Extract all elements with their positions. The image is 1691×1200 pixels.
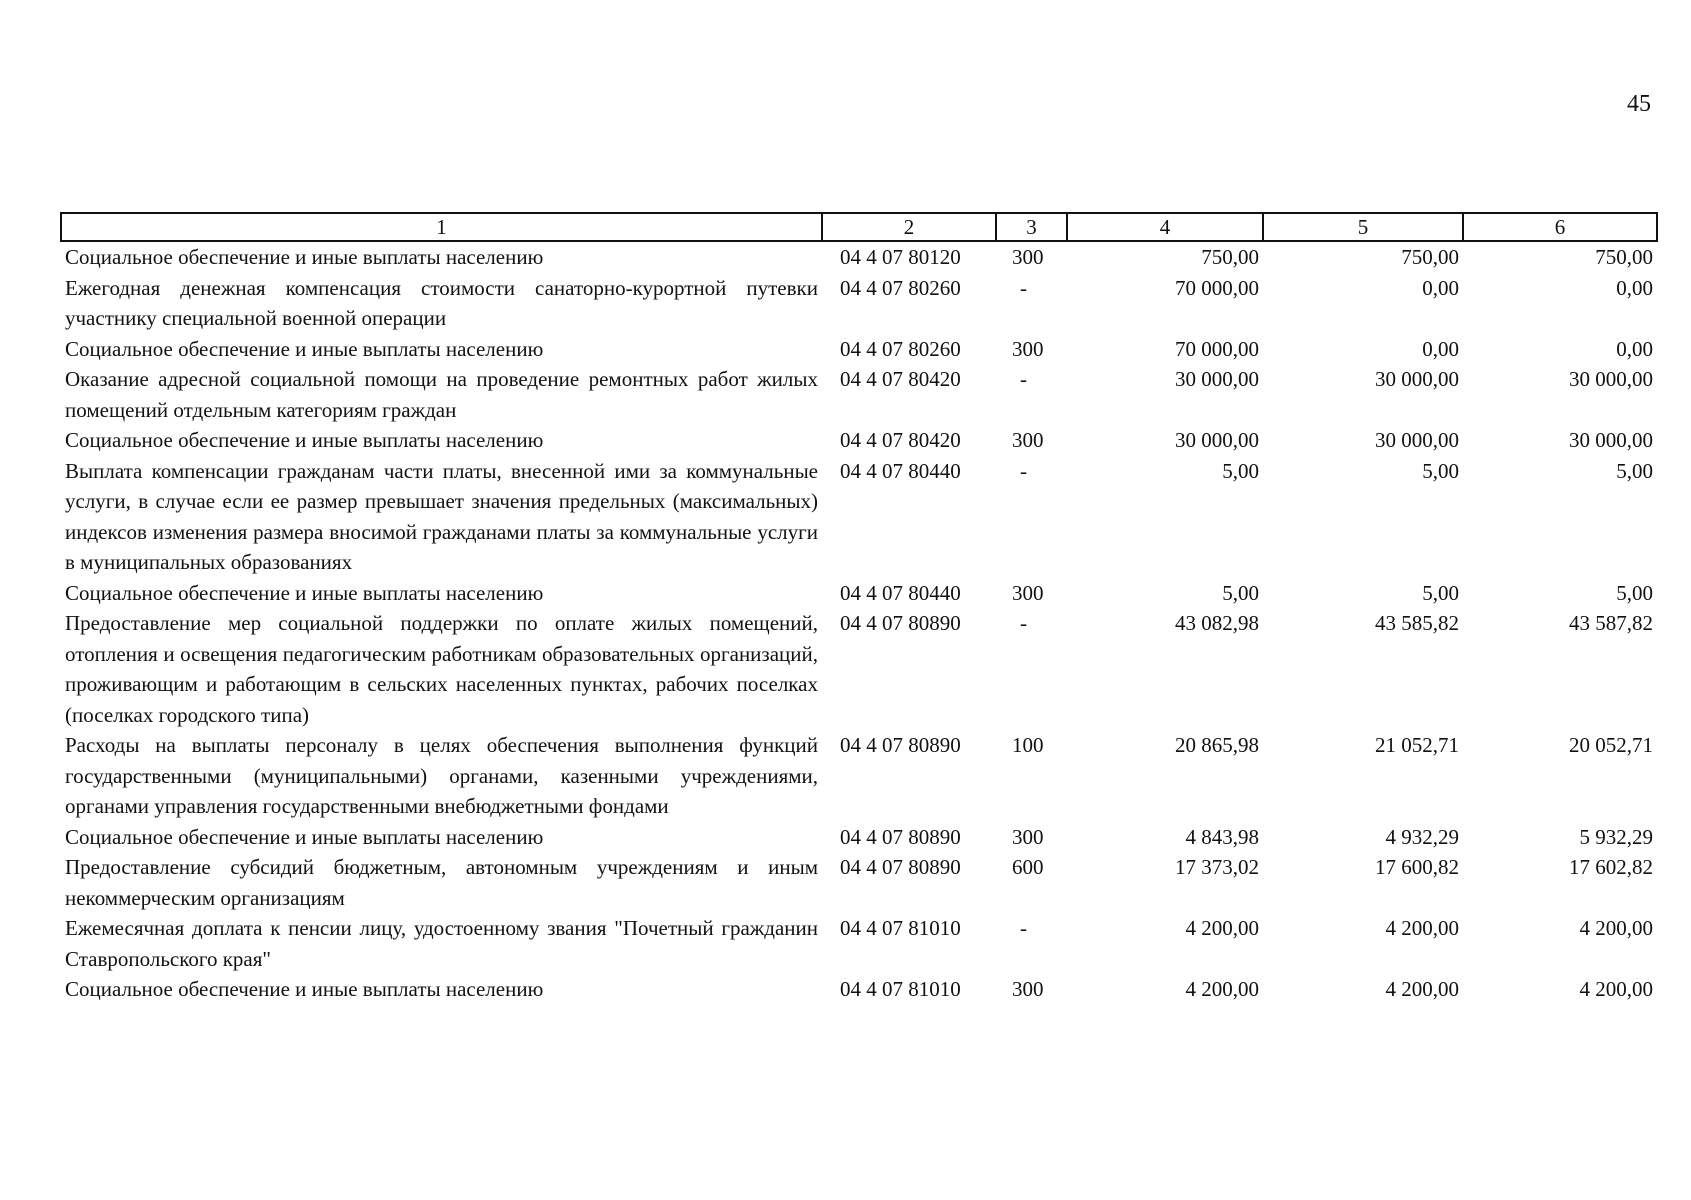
row-code: 04 4 07 80420 — [840, 428, 961, 452]
row-value-5: 21 052,71 — [1375, 733, 1459, 757]
row-code: 04 4 07 81010 — [840, 977, 961, 1001]
row-code: 04 4 07 80260 — [840, 336, 961, 361]
row-name: Социальное обеспечение и иные выплаты населению — [65, 977, 544, 1001]
row-value-6: 43 587,82 — [1569, 611, 1653, 635]
row-value-4: 30 000,00 — [1175, 428, 1259, 452]
row-value-6: 4 200,00 — [1579, 977, 1653, 1001]
row-name: Ежемесячная доплата к пенсии лицу, удостоенному звания "Почетный гражданин Ставропольского края" — [65, 916, 818, 971]
row-value-5: 43 585,82 — [1375, 611, 1459, 635]
table-row — [61, 578, 1657, 609]
row-value-4: 4 200,00 — [1185, 916, 1259, 940]
row-name: Предоставление мер социальной поддержки по оплате жилых помещений, отопления и освещения педагогическим работникам образовательных организаций, проживающим и работающим в сельских населенных пунктах, рабочих поселках (поселках городского типа) — [65, 611, 818, 727]
row-value-6: 5,00 — [1616, 580, 1653, 605]
row-value-4: 17 373,02 — [1175, 855, 1259, 879]
row-value-6: 750,00 — [1595, 245, 1653, 269]
table-row — [61, 425, 1657, 456]
column-header-3: 3 — [996, 213, 1067, 241]
table-row — [61, 456, 1657, 578]
table-row — [61, 974, 1657, 1005]
table-row — [61, 913, 1657, 974]
row-code: 04 4 07 80890 — [840, 824, 961, 849]
row-expense-type: - — [1020, 275, 1027, 300]
table-row — [61, 730, 1657, 822]
table-row — [61, 273, 1657, 334]
row-value-5: 30 000,00 — [1375, 367, 1459, 391]
row-value-4: 70 000,00 — [1175, 275, 1259, 300]
row-value-6: 20 052,71 — [1569, 733, 1653, 757]
row-code: 04 4 07 80890 — [840, 733, 961, 757]
row-value-4: 70 000,00 — [1175, 336, 1259, 361]
row-name: Расходы на выплаты персоналу в целях обеспечения выполнения функций государственными (муниципальными) органами, казенными учреждениями, органами управления государственными внебюджетными фондами — [65, 733, 818, 818]
page-number: 45 — [1627, 91, 1651, 117]
row-expense-type: - — [1020, 611, 1027, 635]
budget-table — [60, 212, 1658, 1005]
row-value-4: 20 865,98 — [1175, 733, 1259, 757]
row-name: Социальное обеспечение и иные выплаты населению — [65, 824, 544, 849]
row-code: 04 4 07 80890 — [840, 611, 961, 635]
row-value-5: 4 932,29 — [1385, 824, 1459, 849]
row-value-6: 0,00 — [1616, 336, 1653, 361]
row-expense-type: - — [1020, 458, 1027, 483]
row-value-6: 5,00 — [1616, 458, 1653, 483]
row-value-4: 5,00 — [1222, 580, 1259, 605]
row-name: Социальное обеспечение и иные выплаты населению — [65, 336, 544, 361]
row-code: 04 4 07 80440 — [840, 458, 961, 483]
table-row — [61, 852, 1657, 913]
row-value-5: 5,00 — [1422, 580, 1459, 605]
row-name: Ежегодная денежная компенсация стоимости санаторно-курортной путевки участнику специальной военной операции — [65, 275, 818, 330]
row-code: 04 4 07 81010 — [840, 916, 961, 940]
row-value-5: 4 200,00 — [1385, 977, 1459, 1001]
row-value-4: 30 000,00 — [1175, 367, 1259, 391]
column-header-6: 6 — [1463, 213, 1657, 241]
row-name: Социальное обеспечение и иные выплаты населению — [65, 245, 544, 269]
header-row — [61, 213, 1657, 241]
row-expense-type: 300 — [1012, 336, 1044, 361]
row-expense-type: - — [1020, 916, 1027, 940]
table-row — [61, 608, 1657, 730]
row-value-4: 4 200,00 — [1185, 977, 1259, 1001]
column-header-4: 4 — [1067, 213, 1263, 241]
row-name: Социальное обеспечение и иные выплаты населению — [65, 428, 544, 452]
row-value-5: 0,00 — [1422, 336, 1459, 361]
row-value-4: 4 843,98 — [1185, 824, 1259, 849]
row-expense-type: - — [1020, 367, 1027, 391]
row-expense-type: 300 — [1012, 824, 1044, 849]
row-value-5: 750,00 — [1401, 245, 1459, 269]
row-expense-type: 100 — [1012, 733, 1044, 757]
row-name: Предоставление субсидий бюджетным, автономным учреждениям и иным некоммерческим организациям — [65, 855, 818, 910]
row-expense-type: 600 — [1012, 855, 1044, 879]
row-value-6: 30 000,00 — [1569, 367, 1653, 391]
column-header-2: 2 — [822, 213, 996, 241]
row-code: 04 4 07 80890 — [840, 855, 961, 879]
table-row — [61, 364, 1657, 425]
table-row — [61, 241, 1657, 273]
row-value-4: 750,00 — [1201, 245, 1259, 269]
row-value-5: 17 600,82 — [1375, 855, 1459, 879]
row-expense-type: 300 — [1012, 245, 1044, 269]
row-expense-type: 300 — [1012, 977, 1044, 1001]
column-header-1: 1 — [61, 213, 822, 241]
row-value-5: 5,00 — [1422, 458, 1459, 483]
row-value-5: 0,00 — [1422, 275, 1459, 300]
row-value-6: 4 200,00 — [1579, 916, 1653, 940]
row-value-4: 5,00 — [1222, 458, 1259, 483]
column-header-5: 5 — [1263, 213, 1463, 241]
row-value-6: 5 932,29 — [1579, 824, 1653, 849]
row-name: Оказание адресной социальной помощи на проведение ремонтных работ жилых помещений отдельным категориям граждан — [65, 367, 818, 422]
row-value-5: 4 200,00 — [1385, 916, 1459, 940]
table-body — [61, 241, 1657, 1005]
table-header — [61, 213, 1657, 241]
row-code: 04 4 07 80420 — [840, 367, 961, 391]
row-name: Социальное обеспечение и иные выплаты населению — [65, 580, 544, 605]
row-expense-type: 300 — [1012, 428, 1044, 452]
row-code: 04 4 07 80440 — [840, 580, 961, 605]
table-row — [61, 334, 1657, 365]
table-row — [61, 822, 1657, 853]
row-name: Выплата компенсации гражданам части платы, внесенной ими за коммунальные услуги, в случае если ее размер превышает значения предельных (максимальных) индексов изменения размера вносимой гражданами платы за коммунальные услуги в муниципальных образованиях — [65, 458, 818, 574]
row-code: 04 4 07 80120 — [840, 245, 961, 269]
row-value-6: 17 602,82 — [1569, 855, 1653, 879]
row-value-6: 0,00 — [1616, 275, 1653, 300]
row-value-6: 30 000,00 — [1569, 428, 1653, 452]
row-code: 04 4 07 80260 — [840, 275, 961, 300]
row-value-4: 43 082,98 — [1175, 611, 1259, 635]
row-value-5: 30 000,00 — [1375, 428, 1459, 452]
row-expense-type: 300 — [1012, 580, 1044, 605]
